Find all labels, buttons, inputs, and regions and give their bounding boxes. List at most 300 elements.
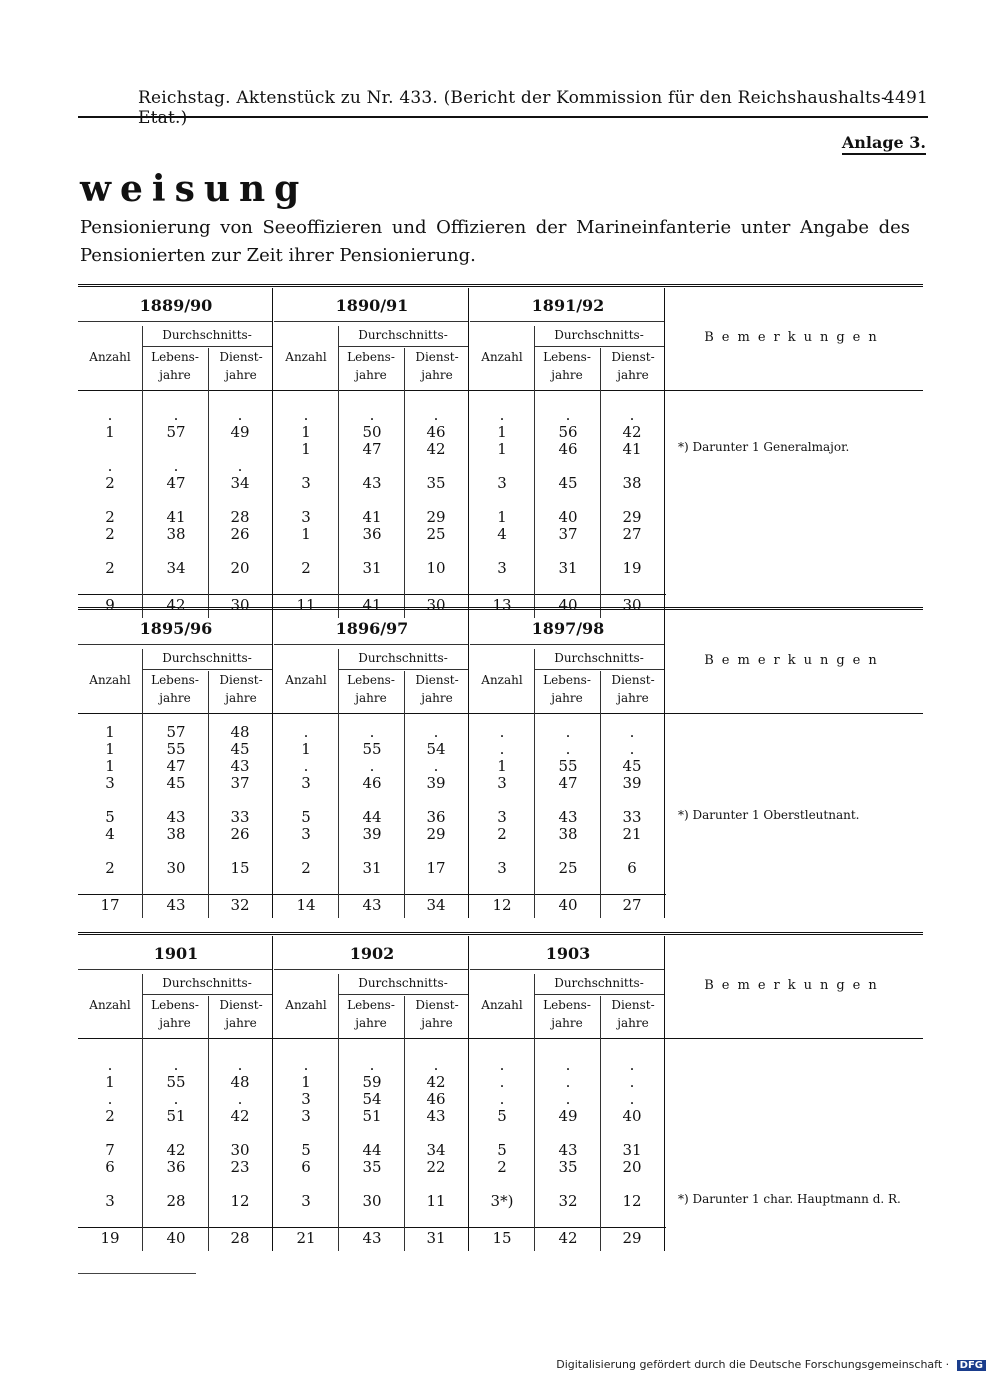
anzahl-cell: 1 <box>301 1073 311 1091</box>
dfg-credit: Digitalisierung gefördert durch die Deutsche Forschungsgemeinschaft · DFG <box>556 1358 986 1371</box>
table-top-rule <box>78 607 923 614</box>
footnote-rule <box>78 1273 196 1274</box>
anzahl-cell: 1 <box>497 757 507 775</box>
anzahl-cell: 3 <box>497 559 507 577</box>
column-divider <box>404 348 405 618</box>
durchschnitts-rule <box>534 994 664 995</box>
anzahl-cell: 1 <box>105 757 115 775</box>
dfg-logo: DFG <box>957 1360 986 1371</box>
dienstjahre-cell: 49 <box>230 423 250 441</box>
dienstjahre-cell: . <box>237 1090 243 1108</box>
total-anzahl: 15 <box>492 1229 512 1247</box>
lebensjahre-cell: . <box>369 406 375 424</box>
durchschnitts-label: Durchschnitts- <box>358 651 448 665</box>
dienstjahre-label-top: Dienst- <box>415 350 459 364</box>
dienstjahre-cell: 48 <box>230 723 250 741</box>
dienstjahre-label-top: Dienst- <box>219 998 263 1012</box>
lebensjahre-cell: . <box>565 740 571 758</box>
lebensjahre-cell: 36 <box>362 525 382 543</box>
lebensjahre-cell: 43 <box>558 1141 578 1159</box>
year-rule <box>274 321 468 322</box>
total-anzahl: 11 <box>296 596 316 614</box>
total-anzahl: 13 <box>492 596 512 614</box>
dienstjahre-cell: 28 <box>230 508 250 526</box>
lebensjahre-cell: 25 <box>558 859 578 877</box>
dienstjahre-cell: 34 <box>426 1141 446 1159</box>
lebensjahre-cell: 31 <box>362 559 382 577</box>
lebensjahre-cell: 40 <box>558 508 578 526</box>
total-dienstjahre: 28 <box>230 1229 250 1247</box>
header-rule <box>78 713 923 714</box>
lebensjahre-cell: 41 <box>166 508 186 526</box>
dienstjahre-cell: 31 <box>622 1141 642 1159</box>
group-divider <box>664 936 665 1251</box>
group-divider <box>468 611 469 918</box>
anzahl-cell: 3 <box>497 859 507 877</box>
year-heading: 1902 <box>349 944 395 963</box>
bemerkungen-heading: Bemerkungen <box>704 978 885 993</box>
dienstjahre-cell: . <box>629 723 635 741</box>
lebensjahre-label <box>534 348 600 384</box>
lebensjahre-label-top: Lebens- <box>347 998 395 1012</box>
dienstjahre-cell: . <box>433 406 439 424</box>
anzahl-cell: 2 <box>497 1158 507 1176</box>
column-divider <box>404 671 405 918</box>
lebensjahre-cell: . <box>173 1056 179 1074</box>
anzahl-cell: 1 <box>301 440 311 458</box>
lebensjahre-label <box>534 996 600 1032</box>
total-dienstjahre: 30 <box>426 596 446 614</box>
durchschnitts-label: Durchschnitts- <box>162 651 252 665</box>
dienstjahre-cell: 46 <box>426 1090 446 1108</box>
dienstjahre-cell: 35 <box>426 474 446 492</box>
dienstjahre-label <box>404 348 470 384</box>
pension-table <box>78 932 923 1251</box>
anzahl-cell: 5 <box>301 808 311 826</box>
dienstjahre-cell: . <box>433 1056 439 1074</box>
anzahl-cell: 2 <box>105 474 115 492</box>
year-heading: 1896/97 <box>335 619 409 638</box>
lebensjahre-cell: 45 <box>558 474 578 492</box>
column-divider <box>600 671 601 918</box>
year-heading: 1897/98 <box>531 619 605 638</box>
anzahl-cell: . <box>107 1056 113 1074</box>
anzahl-cell: 6 <box>105 1158 115 1176</box>
total-dienstjahre: 30 <box>230 596 250 614</box>
dienstjahre-label <box>208 671 274 707</box>
dienstjahre-label <box>600 671 666 707</box>
dienstjahre-cell: 41 <box>622 440 642 458</box>
lebensjahre-cell: 47 <box>558 774 578 792</box>
anzahl-cell: 2 <box>105 508 115 526</box>
lebensjahre-cell: 55 <box>362 740 382 758</box>
lebensjahre-cell: 55 <box>558 757 578 775</box>
lebensjahre-cell: 50 <box>362 423 382 441</box>
lebensjahre-cell: 43 <box>166 808 186 826</box>
anzahl-cell: . <box>499 740 505 758</box>
lebensjahre-label-top: Lebens- <box>347 350 395 364</box>
lebensjahre-cell: 35 <box>558 1158 578 1176</box>
anzahl-cell: 3 <box>105 1192 115 1210</box>
dienstjahre-cell: 29 <box>426 508 446 526</box>
dienstjahre-label <box>600 348 666 384</box>
dfg-text: Digitalisierung gefördert durch die Deutsche Forschungsgemeinschaft <box>556 1358 943 1371</box>
column-divider <box>208 348 209 618</box>
durchschnitts-label: Durchschnitts- <box>162 976 252 990</box>
lebensjahre-cell: 38 <box>558 825 578 843</box>
dienstjahre-cell: 37 <box>230 774 250 792</box>
lebensjahre-cell: 42 <box>166 1141 186 1159</box>
anzahl-cell: 4 <box>497 525 507 543</box>
lebensjahre-label <box>142 348 208 384</box>
lebensjahre-label-bottom: jahre <box>159 368 191 382</box>
anzahl-cell: 1 <box>105 740 115 758</box>
anzahl-cell: . <box>303 406 309 424</box>
lebensjahre-cell: 57 <box>166 723 186 741</box>
lebensjahre-label-bottom: jahre <box>355 1016 387 1030</box>
dienstjahre-cell: 39 <box>426 774 446 792</box>
durchschnitts-rule <box>142 669 272 670</box>
anzahl-cell: 3 <box>301 474 311 492</box>
year-rule <box>470 969 664 970</box>
pension-table <box>78 284 923 618</box>
group-divider <box>272 611 273 918</box>
subtitle: Pensionierung von Seeoffizieren und Offizieren der Marineinfanterie unter Angabe des Pensionierten zur Zeit ihrer Pensionierung. <box>80 217 910 266</box>
total-dienstjahre: 34 <box>426 896 446 914</box>
dienstjahre-label-bottom: jahre <box>225 368 257 382</box>
total-rule <box>78 894 666 895</box>
dienstjahre-cell: 11 <box>426 1192 446 1210</box>
dienstjahre-label-top: Dienst- <box>415 998 459 1012</box>
dienstjahre-cell: 26 <box>230 525 250 543</box>
total-lebensjahre: 40 <box>166 1229 186 1247</box>
year-heading: 1903 <box>545 944 591 963</box>
anzahl-cell: . <box>499 1090 505 1108</box>
dienstjahre-cell: 30 <box>230 1141 250 1159</box>
dienstjahre-label-top: Dienst- <box>219 350 263 364</box>
group-divider <box>272 288 273 618</box>
lebensjahre-cell: 55 <box>166 1073 186 1091</box>
dienstjahre-cell: . <box>629 740 635 758</box>
anzahl-label: Anzahl <box>285 673 327 687</box>
anzahl-cell: 5 <box>497 1141 507 1159</box>
dienstjahre-cell: 54 <box>426 740 446 758</box>
lebensjahre-label-bottom: jahre <box>159 691 191 705</box>
anzahl-cell: 2 <box>105 559 115 577</box>
anzahl-cell: 1 <box>301 740 311 758</box>
dienstjahre-cell: 48 <box>230 1073 250 1091</box>
total-anzahl: 19 <box>100 1229 120 1247</box>
lebensjahre-cell: . <box>565 1056 571 1074</box>
anzahl-cell: 5 <box>105 808 115 826</box>
dienstjahre-cell: 42 <box>426 1073 446 1091</box>
bemerkungen-heading: Bemerkungen <box>704 330 885 345</box>
table-top-rule <box>78 932 923 939</box>
anzahl-cell: 7 <box>105 1141 115 1159</box>
dienstjahre-label-top: Dienst- <box>415 673 459 687</box>
lebensjahre-cell: 46 <box>362 774 382 792</box>
anzahl-cell: 1 <box>497 440 507 458</box>
anzahl-cell: 1 <box>301 423 311 441</box>
total-lebensjahre: 40 <box>558 896 578 914</box>
group-divider <box>272 936 273 1251</box>
anzahl-cell: 2 <box>301 859 311 877</box>
group-divider <box>468 288 469 618</box>
lebensjahre-label-bottom: jahre <box>551 1016 583 1030</box>
lebensjahre-cell: 51 <box>362 1107 382 1125</box>
anzahl-cell: 3 <box>301 774 311 792</box>
running-header <box>138 88 928 128</box>
dienstjahre-cell: 46 <box>426 423 446 441</box>
dienstjahre-cell: 36 <box>426 808 446 826</box>
dienstjahre-cell: . <box>237 1056 243 1074</box>
year-rule <box>274 969 468 970</box>
lebensjahre-cell: . <box>173 1090 179 1108</box>
lebensjahre-label <box>338 671 404 707</box>
total-dienstjahre: 29 <box>622 1229 642 1247</box>
group-divider <box>664 288 665 618</box>
table-top-rule <box>78 284 923 291</box>
total-lebensjahre: 43 <box>362 1229 382 1247</box>
anzahl-cell: 1 <box>105 1073 115 1091</box>
lebensjahre-cell: . <box>565 406 571 424</box>
lebensjahre-cell: 38 <box>166 825 186 843</box>
anzahl-cell: 2 <box>497 825 507 843</box>
anzahl-cell: . <box>499 406 505 424</box>
lebensjahre-label-top: Lebens- <box>543 350 591 364</box>
dienstjahre-cell: 17 <box>426 859 446 877</box>
dienstjahre-label-bottom: jahre <box>225 1016 257 1030</box>
dienstjahre-label-bottom: jahre <box>617 1016 649 1030</box>
durchschnitts-rule <box>534 669 664 670</box>
anzahl-cell: 3 <box>301 508 311 526</box>
anzahl-label: Anzahl <box>481 673 523 687</box>
anzahl-label: Anzahl <box>481 350 523 364</box>
dienstjahre-label-top: Dienst- <box>219 673 263 687</box>
dienstjahre-cell: 22 <box>426 1158 446 1176</box>
year-rule <box>78 644 272 645</box>
dienstjahre-label-bottom: jahre <box>421 368 453 382</box>
lebensjahre-cell: 43 <box>362 474 382 492</box>
lebensjahre-cell: . <box>369 1056 375 1074</box>
lebensjahre-label <box>338 996 404 1032</box>
year-rule <box>470 321 664 322</box>
lebensjahre-cell: 34 <box>166 559 186 577</box>
durchschnitts-rule <box>338 994 468 995</box>
dienstjahre-cell: . <box>629 1056 635 1074</box>
lebensjahre-cell: 54 <box>362 1090 382 1108</box>
durchschnitts-rule <box>534 346 664 347</box>
lebensjahre-label-top: Lebens- <box>151 998 199 1012</box>
lebensjahre-cell: 47 <box>166 474 186 492</box>
footnote-remark: *) Darunter 1 Generalmajor. <box>678 440 850 454</box>
running-title: Reichstag. Aktenstück zu Nr. 433. (Bericht der Kommission für den Reichshaushalts-Etat.) <box>138 88 887 128</box>
dienstjahre-cell: 26 <box>230 825 250 843</box>
anzahl-label: Anzahl <box>285 998 327 1012</box>
dienstjahre-cell: 10 <box>426 559 446 577</box>
total-anzahl: 12 <box>492 896 512 914</box>
dienstjahre-cell: 40 <box>622 1107 642 1125</box>
lebensjahre-cell: 31 <box>362 859 382 877</box>
dienstjahre-cell: 20 <box>230 559 250 577</box>
dienstjahre-cell: . <box>629 1073 635 1091</box>
anzahl-cell: 1 <box>301 525 311 543</box>
anzahl-cell: 3 <box>301 825 311 843</box>
total-lebensjahre: 43 <box>362 896 382 914</box>
anzahl-cell: . <box>107 457 113 475</box>
dienstjahre-label-top: Dienst- <box>611 998 655 1012</box>
header-rule <box>78 390 923 391</box>
lebensjahre-cell: 55 <box>166 740 186 758</box>
dienstjahre-cell: . <box>433 757 439 775</box>
total-anzahl: 21 <box>296 1229 316 1247</box>
durchschnitts-rule <box>338 346 468 347</box>
lebensjahre-cell: 31 <box>558 559 578 577</box>
lebensjahre-label-bottom: jahre <box>551 368 583 382</box>
dienstjahre-cell: 29 <box>622 508 642 526</box>
column-divider <box>208 671 209 918</box>
dienstjahre-label <box>208 348 274 384</box>
lebensjahre-cell: 46 <box>558 440 578 458</box>
dienstjahre-cell: 12 <box>622 1192 642 1210</box>
lebensjahre-label-bottom: jahre <box>159 1016 191 1030</box>
lebensjahre-cell: 44 <box>362 808 382 826</box>
lebensjahre-cell: 38 <box>166 525 186 543</box>
footnote-remark: *) Darunter 1 char. Hauptmann d. R. <box>678 1192 901 1206</box>
durchschnitts-rule <box>338 669 468 670</box>
lebensjahre-cell: . <box>565 723 571 741</box>
anzahl-cell: 3 <box>497 808 507 826</box>
year-rule <box>470 644 664 645</box>
dienstjahre-cell: 43 <box>230 757 250 775</box>
lebensjahre-label-top: Lebens- <box>543 673 591 687</box>
dienstjahre-cell: 33 <box>622 808 642 826</box>
durchschnitts-label: Durchschnitts- <box>358 976 448 990</box>
lebensjahre-cell: 56 <box>558 423 578 441</box>
anzahl-cell: 3 <box>301 1192 311 1210</box>
dienstjahre-label <box>404 996 470 1032</box>
dienstjahre-cell: 33 <box>230 808 250 826</box>
year-heading: 1901 <box>153 944 199 963</box>
lebensjahre-cell: 36 <box>166 1158 186 1176</box>
lebensjahre-cell: 59 <box>362 1073 382 1091</box>
year-heading: 1889/90 <box>139 296 213 315</box>
lebensjahre-label-bottom: jahre <box>355 368 387 382</box>
anzahl-cell: 6 <box>301 1158 311 1176</box>
durchschnitts-label: Durchschnitts- <box>358 328 448 342</box>
dienstjahre-cell: 23 <box>230 1158 250 1176</box>
title-fragment: weisung <box>80 168 309 210</box>
durchschnitts-rule <box>142 994 272 995</box>
anzahl-cell: 2 <box>105 859 115 877</box>
lebensjahre-cell: 44 <box>362 1141 382 1159</box>
lebensjahre-cell: . <box>173 457 179 475</box>
lebensjahre-cell: 51 <box>166 1107 186 1125</box>
dienstjahre-label-bottom: jahre <box>225 691 257 705</box>
page-number: 4491 <box>883 88 928 108</box>
lebensjahre-cell: 43 <box>558 808 578 826</box>
total-lebensjahre: 40 <box>558 596 578 614</box>
year-heading: 1891/92 <box>531 296 605 315</box>
anzahl-cell: 3 <box>105 774 115 792</box>
dienstjahre-label-top: Dienst- <box>611 673 655 687</box>
year-rule <box>274 644 468 645</box>
total-dienstjahre: 32 <box>230 896 250 914</box>
anzahl-cell: 2 <box>301 559 311 577</box>
total-dienstjahre: 30 <box>622 596 642 614</box>
anzahl-cell: 1 <box>497 508 507 526</box>
anzahl-cell: 5 <box>497 1107 507 1125</box>
year-rule <box>78 321 272 322</box>
total-lebensjahre: 42 <box>166 596 186 614</box>
lebensjahre-cell: 49 <box>558 1107 578 1125</box>
lebensjahre-cell: 47 <box>362 440 382 458</box>
total-anzahl: 14 <box>296 896 316 914</box>
dienstjahre-cell: 19 <box>622 559 642 577</box>
lebensjahre-cell: . <box>565 1090 571 1108</box>
group-divider <box>468 936 469 1251</box>
total-lebensjahre: 41 <box>362 596 382 614</box>
total-dienstjahre: 27 <box>622 896 642 914</box>
anzahl-cell: . <box>499 723 505 741</box>
dienstjahre-cell: . <box>433 723 439 741</box>
footnote-remark: *) Darunter 1 Oberstleutnant. <box>678 808 860 822</box>
anzahl-cell: 3 <box>497 474 507 492</box>
dienstjahre-label-bottom: jahre <box>617 368 649 382</box>
total-lebensjahre: 43 <box>166 896 186 914</box>
lebensjahre-cell: . <box>565 1073 571 1091</box>
total-rule <box>78 1227 666 1228</box>
year-heading: 1890/91 <box>335 296 409 315</box>
dienstjahre-label <box>600 996 666 1032</box>
dienstjahre-cell: 27 <box>622 525 642 543</box>
lebensjahre-label-bottom: jahre <box>551 691 583 705</box>
lebensjahre-label-top: Lebens- <box>543 998 591 1012</box>
column-divider <box>600 348 601 618</box>
lebensjahre-label-top: Lebens- <box>151 350 199 364</box>
durchschnitts-label: Durchschnitts- <box>554 976 644 990</box>
lebensjahre-cell: . <box>369 757 375 775</box>
lebensjahre-cell: 35 <box>362 1158 382 1176</box>
anzahl-cell: . <box>303 1056 309 1074</box>
anzahl-label: Anzahl <box>89 350 131 364</box>
lebensjahre-cell: 37 <box>558 525 578 543</box>
anzahl-cell: 3 <box>301 1090 311 1108</box>
anzahl-cell: 2 <box>105 525 115 543</box>
dienstjahre-cell: 43 <box>426 1107 446 1125</box>
anzahl-cell: . <box>107 1090 113 1108</box>
lebensjahre-cell: . <box>173 406 179 424</box>
durchschnitts-label: Durchschnitts- <box>554 328 644 342</box>
dienstjahre-label <box>404 671 470 707</box>
anzahl-cell: 4 <box>105 825 115 843</box>
bemerkungen-heading: Bemerkungen <box>704 653 885 668</box>
dienstjahre-cell: 42 <box>622 423 642 441</box>
anzahl-cell: 3 <box>301 1107 311 1125</box>
anlage-label: Anlage 3. <box>842 133 926 155</box>
anzahl-cell: 1 <box>105 423 115 441</box>
lebensjahre-cell: 57 <box>166 423 186 441</box>
dienstjahre-cell: 6 <box>627 859 637 877</box>
lebensjahre-cell: 28 <box>166 1192 186 1210</box>
column-divider <box>208 996 209 1251</box>
group-divider <box>664 611 665 918</box>
column-divider <box>404 996 405 1251</box>
lebensjahre-label <box>534 671 600 707</box>
lebensjahre-label <box>142 996 208 1032</box>
lebensjahre-cell: 41 <box>362 508 382 526</box>
dienstjahre-cell: . <box>237 406 243 424</box>
